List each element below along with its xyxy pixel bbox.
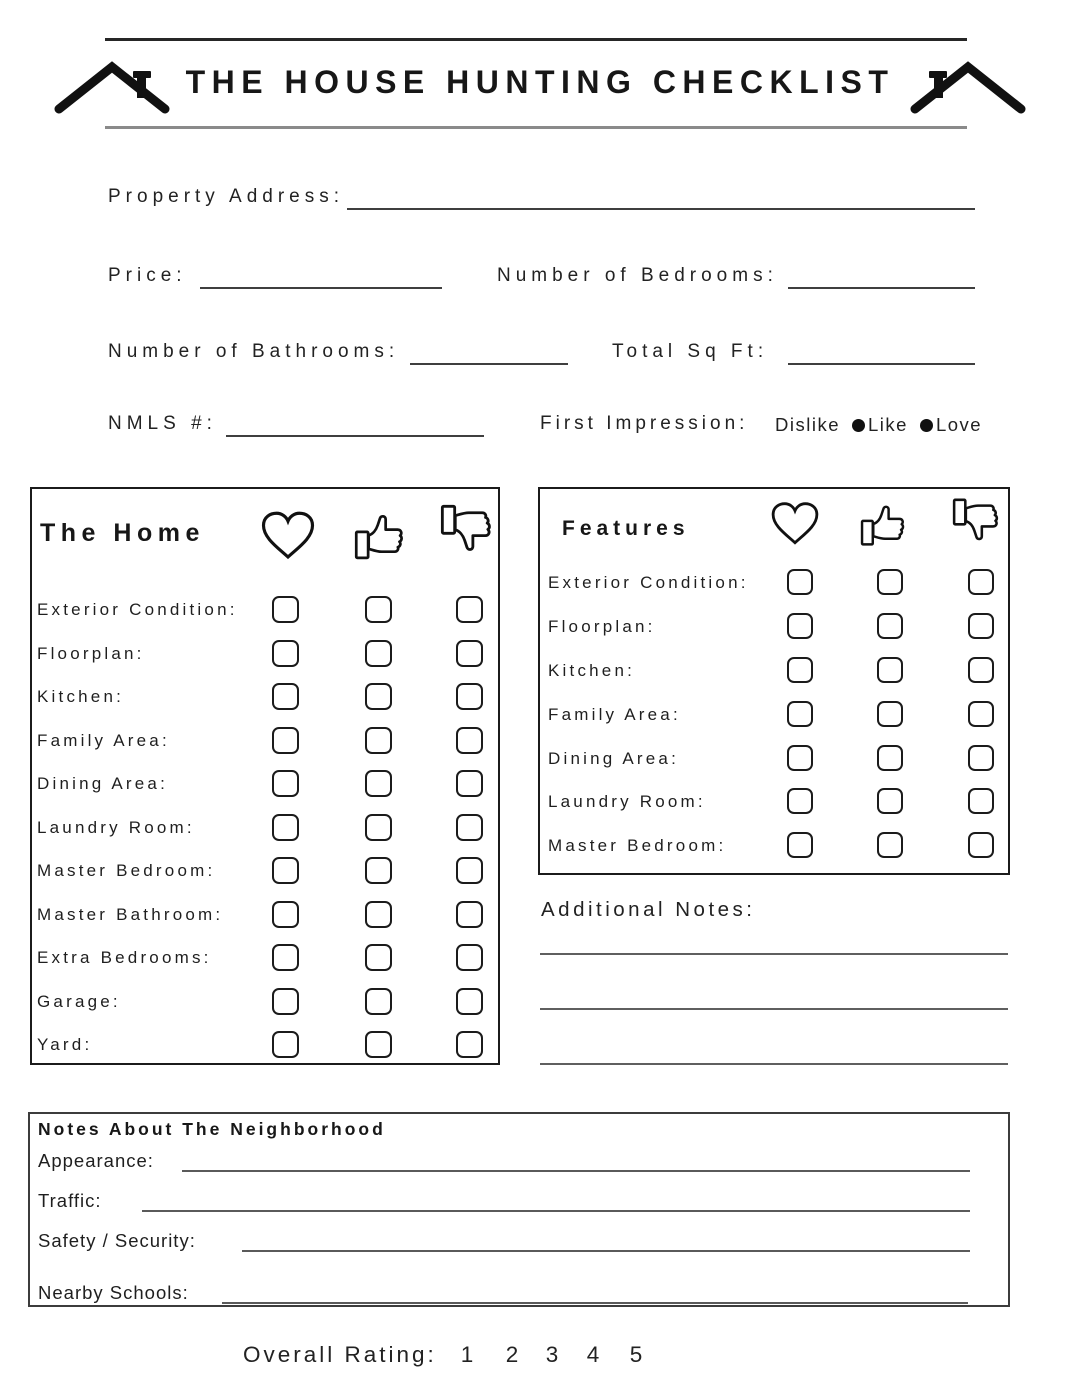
- header-bottom-rule: [105, 126, 967, 129]
- neighborhood-section: [28, 1112, 1010, 1307]
- safety-security-line[interactable]: [242, 1250, 970, 1252]
- rating-option-2[interactable]: 2: [505, 1342, 519, 1367]
- row-label: Extra Bedrooms:: [37, 948, 212, 967]
- thumbs-up-icon: [860, 504, 907, 547]
- checklist-row: [540, 744, 1008, 774]
- impression-option-love[interactable]: Love: [935, 414, 983, 435]
- thumbs-up-checkbox[interactable]: [877, 745, 903, 771]
- header-top-rule: [105, 38, 967, 41]
- sqft-label: Total Sq Ft:: [612, 341, 769, 362]
- heart-checkbox[interactable]: [787, 832, 813, 858]
- thumbs-up-checkbox[interactable]: [365, 770, 392, 797]
- thumbs-up-checkbox[interactable]: [877, 788, 903, 814]
- appearance-line[interactable]: [182, 1170, 970, 1172]
- property-address-label: Property Address:: [108, 186, 345, 207]
- row-label: Garage:: [37, 992, 121, 1011]
- heart-checkbox[interactable]: [787, 745, 813, 771]
- heart-icon: [260, 509, 316, 563]
- checklist-row: [32, 900, 498, 930]
- checklist-row: [32, 943, 498, 973]
- thumbs-down-checkbox[interactable]: [968, 569, 994, 595]
- row-label: Yard:: [37, 1035, 93, 1054]
- impression-options: [775, 414, 982, 436]
- thumbs-down-checkbox[interactable]: [968, 701, 994, 727]
- features-section: [538, 487, 1010, 875]
- heart-checkbox[interactable]: [272, 901, 299, 928]
- page-title: THE HOUSE HUNTING CHECKLIST: [185, 64, 895, 100]
- row-label: Kitchen:: [37, 687, 125, 706]
- heart-checkbox[interactable]: [272, 683, 299, 710]
- checklist-row: [540, 656, 1008, 686]
- thumbs-down-checkbox[interactable]: [456, 1031, 483, 1058]
- row-label: Exterior Condition:: [37, 600, 238, 619]
- thumbs-up-checkbox[interactable]: [877, 832, 903, 858]
- thumbs-up-checkbox[interactable]: [365, 640, 392, 667]
- nearby-schools-label: Nearby Schools:: [38, 1282, 189, 1303]
- thumbs-down-checkbox[interactable]: [968, 788, 994, 814]
- row-label: Master Bedroom:: [548, 836, 727, 855]
- heart-checkbox[interactable]: [272, 1031, 299, 1058]
- rating-option-5[interactable]: 5: [629, 1342, 643, 1367]
- thumbs-up-checkbox[interactable]: [365, 1031, 392, 1058]
- thumbs-up-checkbox[interactable]: [365, 988, 392, 1015]
- appearance-label: Appearance:: [38, 1150, 154, 1171]
- home-section-title: The Home: [40, 519, 205, 547]
- checklist-row: [540, 568, 1008, 598]
- checklist-row: [540, 787, 1008, 817]
- thumbs-down-checkbox[interactable]: [968, 613, 994, 639]
- checklist-row: [540, 831, 1008, 861]
- row-label: Floorplan:: [548, 617, 656, 636]
- thumbs-up-checkbox[interactable]: [365, 857, 392, 884]
- heart-checkbox[interactable]: [272, 857, 299, 884]
- checklist-row: [540, 612, 1008, 642]
- heart-checkbox[interactable]: [787, 657, 813, 683]
- thumbs-down-checkbox[interactable]: [968, 745, 994, 771]
- row-label: Laundry Room:: [37, 818, 195, 837]
- checklist-row: [32, 987, 498, 1017]
- row-label: Dining Area:: [37, 774, 169, 793]
- thumbs-up-checkbox[interactable]: [365, 727, 392, 754]
- thumbs-up-checkbox[interactable]: [365, 814, 392, 841]
- row-label: Floorplan:: [37, 644, 145, 663]
- row-label: Family Area:: [37, 731, 170, 750]
- first-impression-label: First Impression:: [540, 413, 749, 434]
- additional-notes-line[interactable]: [540, 1008, 1008, 1010]
- thumbs-down-checkbox[interactable]: [456, 901, 483, 928]
- thumbs-down-checkbox[interactable]: [456, 596, 483, 623]
- row-label: Dining Area:: [548, 749, 680, 768]
- heart-checkbox[interactable]: [272, 814, 299, 841]
- thumbs-up-checkbox[interactable]: [877, 701, 903, 727]
- safety-security-label: Safety / Security:: [38, 1230, 196, 1251]
- bathrooms-label: Number of Bathrooms:: [108, 341, 400, 362]
- thumbs-up-checkbox[interactable]: [877, 657, 903, 683]
- additional-notes-line[interactable]: [540, 953, 1008, 955]
- nmls-label: NMLS #:: [108, 413, 217, 434]
- checklist-row: [32, 856, 498, 886]
- checklist-row: [32, 726, 498, 756]
- property-address-line[interactable]: [347, 208, 975, 210]
- home-section: [30, 487, 500, 1065]
- price-label: Price:: [108, 265, 187, 286]
- thumbs-up-checkbox[interactable]: [365, 901, 392, 928]
- thumbs-down-icon: [952, 497, 1001, 542]
- thumbs-down-checkbox[interactable]: [456, 640, 483, 667]
- price-line[interactable]: [200, 287, 442, 289]
- overall-rating-label: Overall Rating:: [243, 1342, 437, 1367]
- heart-icon: [770, 500, 820, 548]
- thumbs-down-checkbox[interactable]: [456, 770, 483, 797]
- checklist-row: [32, 595, 498, 625]
- checklist-row: [32, 1030, 498, 1060]
- row-label: Laundry Room:: [548, 792, 706, 811]
- row-label: Master Bedroom:: [37, 861, 216, 880]
- heart-checkbox[interactable]: [272, 596, 299, 623]
- checklist-row: [32, 682, 498, 712]
- thumbs-up-checkbox[interactable]: [365, 944, 392, 971]
- thumbs-down-checkbox[interactable]: [456, 988, 483, 1015]
- thumbs-down-checkbox[interactable]: [456, 944, 483, 971]
- heart-checkbox[interactable]: [272, 770, 299, 797]
- checklist-row: [32, 769, 498, 799]
- neighborhood-section-title: Notes About The Neighborhood: [38, 1119, 386, 1139]
- nmls-line[interactable]: [226, 435, 484, 437]
- thumbs-down-checkbox[interactable]: [968, 832, 994, 858]
- checklist-row: [32, 639, 498, 669]
- thumbs-down-checkbox[interactable]: [456, 727, 483, 754]
- heart-checkbox[interactable]: [272, 988, 299, 1015]
- row-label: Family Area:: [548, 705, 681, 724]
- thumbs-down-checkbox[interactable]: [968, 657, 994, 683]
- impression-option-like[interactable]: Like: [867, 414, 908, 435]
- thumbs-up-checkbox[interactable]: [877, 613, 903, 639]
- heart-checkbox[interactable]: [272, 727, 299, 754]
- heart-checkbox[interactable]: [787, 788, 813, 814]
- bullet-icon: [852, 419, 865, 432]
- bathrooms-line[interactable]: [410, 363, 568, 365]
- thumbs-down-checkbox[interactable]: [456, 814, 483, 841]
- heart-checkbox[interactable]: [787, 569, 813, 595]
- features-section-title: Features: [562, 517, 690, 540]
- impression-option-dislike[interactable]: Dislike: [775, 414, 840, 435]
- thumbs-up-checkbox[interactable]: [365, 596, 392, 623]
- rating-option-1[interactable]: 1: [460, 1342, 474, 1367]
- rating-option-4[interactable]: 4: [586, 1342, 600, 1367]
- thumbs-up-icon: [354, 513, 406, 561]
- sqft-line[interactable]: [788, 363, 975, 365]
- thumbs-down-icon: [440, 503, 494, 553]
- additional-notes-line[interactable]: [540, 1063, 1008, 1065]
- rating-option-3[interactable]: 3: [545, 1342, 559, 1367]
- thumbs-down-checkbox[interactable]: [456, 683, 483, 710]
- heart-checkbox[interactable]: [787, 613, 813, 639]
- thumbs-down-checkbox[interactable]: [456, 857, 483, 884]
- additional-notes-label: Additional Notes:: [541, 898, 756, 921]
- bedrooms-line[interactable]: [788, 287, 975, 289]
- row-label: Kitchen:: [548, 661, 636, 680]
- thumbs-up-checkbox[interactable]: [365, 683, 392, 710]
- heart-checkbox[interactable]: [272, 944, 299, 971]
- traffic-label: Traffic:: [38, 1190, 102, 1211]
- bedrooms-label: Number of Bedrooms:: [497, 265, 778, 286]
- roof-icon-right: [908, 58, 1028, 114]
- heart-checkbox[interactable]: [787, 701, 813, 727]
- checklist-row: [32, 813, 498, 843]
- traffic-line[interactable]: [142, 1210, 970, 1212]
- row-label: Exterior Condition:: [548, 573, 749, 592]
- nearby-schools-line[interactable]: [222, 1302, 968, 1304]
- thumbs-up-checkbox[interactable]: [877, 569, 903, 595]
- bullet-icon: [920, 419, 933, 432]
- heart-checkbox[interactable]: [272, 640, 299, 667]
- row-label: Master Bathroom:: [37, 905, 224, 924]
- checklist-row: [540, 700, 1008, 730]
